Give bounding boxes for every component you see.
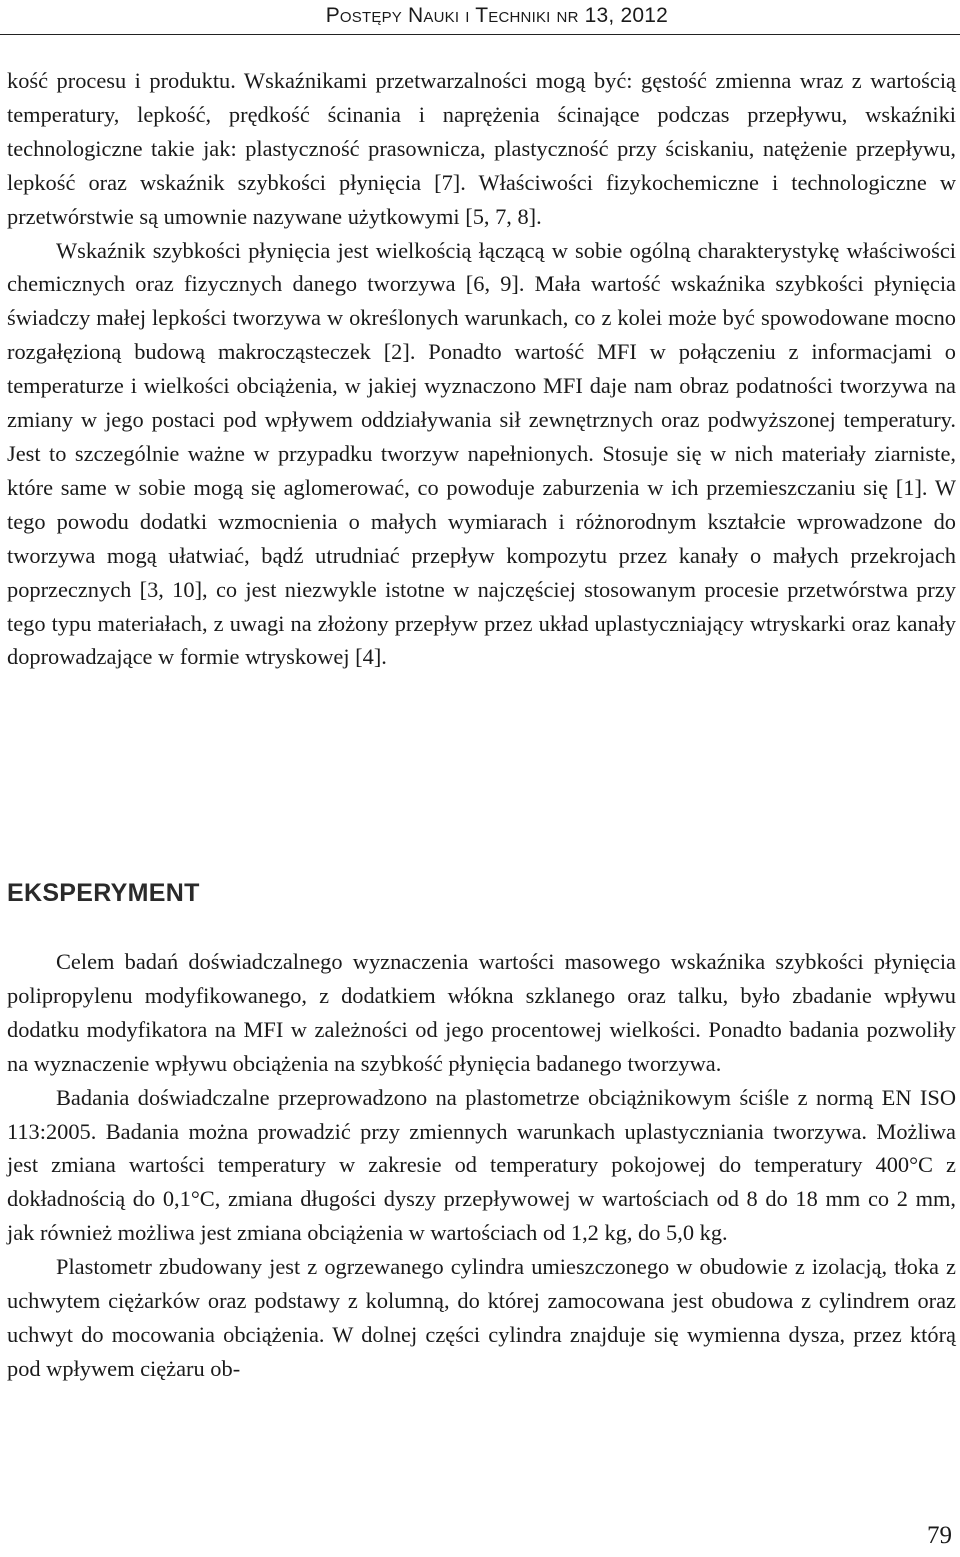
paragraph: Badania doświadczalne przeprowadzono na plastometrze obciążnikowym ściśle z normą EN ISO 113:2005. Badania można prowadzić przy zmiennych warunkach uplastyczniania tworzywa. Możliwa jest zmiana wartości temperatury w zakresie od temperatury pokojowej do temperatury 400°C z dokładnością do 0,1°C, zmiana długości dyszy przepływowej w wartościach od 8 do 18 mm co 2 mm, jak również możliwa jest zmiana obciążenia w wartościach od 1,2 kg, do 5,0 kg. bbox=[7, 1084, 956, 1246]
paragraph: Wskaźnik szybkości płynięcia jest wielkością łączącą w sobie ogólną charakterystykę właściwości chemicznych oraz fizycznych danego tworzywa [6, 9]. Mała wartość wskaźnika szybkości płynięcia świadczy małej lepkości tworzywa w określonych warunkach, co z kolei może być spowodowane mocno rozgałęzioną budową makrocząsteczek [2]. Ponadto wartość MFI w połączeniu z informacjami o temperaturze i wielkości obciążenia, w jakiej wyznaczono MFI daje nam obraz podatności tworzywa na zmiany w jego postaci pod wpływem oddziaływania sił zewnętrznych oraz podwyższonej temperatury. Jest to szczególnie ważne w przypadku tworzyw napełnionych. Stosuje się w nich materiały ziarniste, które same w sobie mogą się aglomerować, co powoduje zaburzenia w ich przemieszczaniu się [1]. W tego powodu dodatki wzmocnienia o małych wymiarach i różnorodnym kształcie wprowadzone do tworzywa mogą ułatwiać, bądź utrudniać przepływ kompozytu przez kanały o małych przekrojach poprzecznych [3, 10], co jest niezwykle istotne w najczęściej stosowanym procesie przetwórstwa przy tego typu materiałach, z uwagi na złożony przepływ przez układ uplastyczniający wtryskarki oraz kanały doprowadzające w formie wtryskowej [4]. bbox=[7, 237, 956, 670]
header-rule bbox=[0, 34, 960, 35]
section-intro-text bbox=[7, 64, 956, 674]
paragraph: kość procesu i produktu. Wskaźnikami przetwarzalności mogą być: gęstość zmienna wraz z wartością temperatury, lepkość, prędkość ścinania i naprężenia ścinające podczas przepływu, wskaźniki technologiczne takie jak: plastyczność prasownicza, plastyczność przy ściskaniu, natężenie przepływu, lepkość oraz wskaźnik szybkości płynięcia [7]. Właściwości fizykochemiczne i technologiczne w przetwórstwie są umownie nazywane użytkowymi [5, 7, 8]. bbox=[7, 68, 956, 229]
page-number: 79 bbox=[927, 1522, 952, 1549]
running-header: Postępy Nauki i Techniki nr 13, 2012 bbox=[325, 4, 668, 27]
paragraph: Plastometr zbudowany jest z ogrzewanego cylindra umieszczonego w obudowie z izolacją, tłoka z uchwytem ciężarków oraz podstawy z kolumną, do której zamocowana jest obudowa z cylindrem oraz uchwyt do mocowania obciążenia. W dolnej części cylindra znajduje się wymienna dysza, przez którą pod wpływem ciężaru ob- bbox=[7, 1254, 956, 1381]
section-heading: EKSPERYMENT bbox=[7, 879, 200, 907]
paragraph: Celem badań doświadczalnego wyznaczenia wartości masowego wskaźnika szybkości płynięcia polipropylenu modyfikowanego, z dodatkiem włókna szklanego oraz talku, było zbadanie wpływu dodatku modyfikatora na MFI w zależności od jego procentowej wielkości. Ponadto badania pozwoliły na wyznaczenie wpływu obciążenia na szybkość płynięcia badanego tworzywa. bbox=[7, 949, 956, 1076]
section-experiment-text bbox=[7, 945, 956, 1386]
